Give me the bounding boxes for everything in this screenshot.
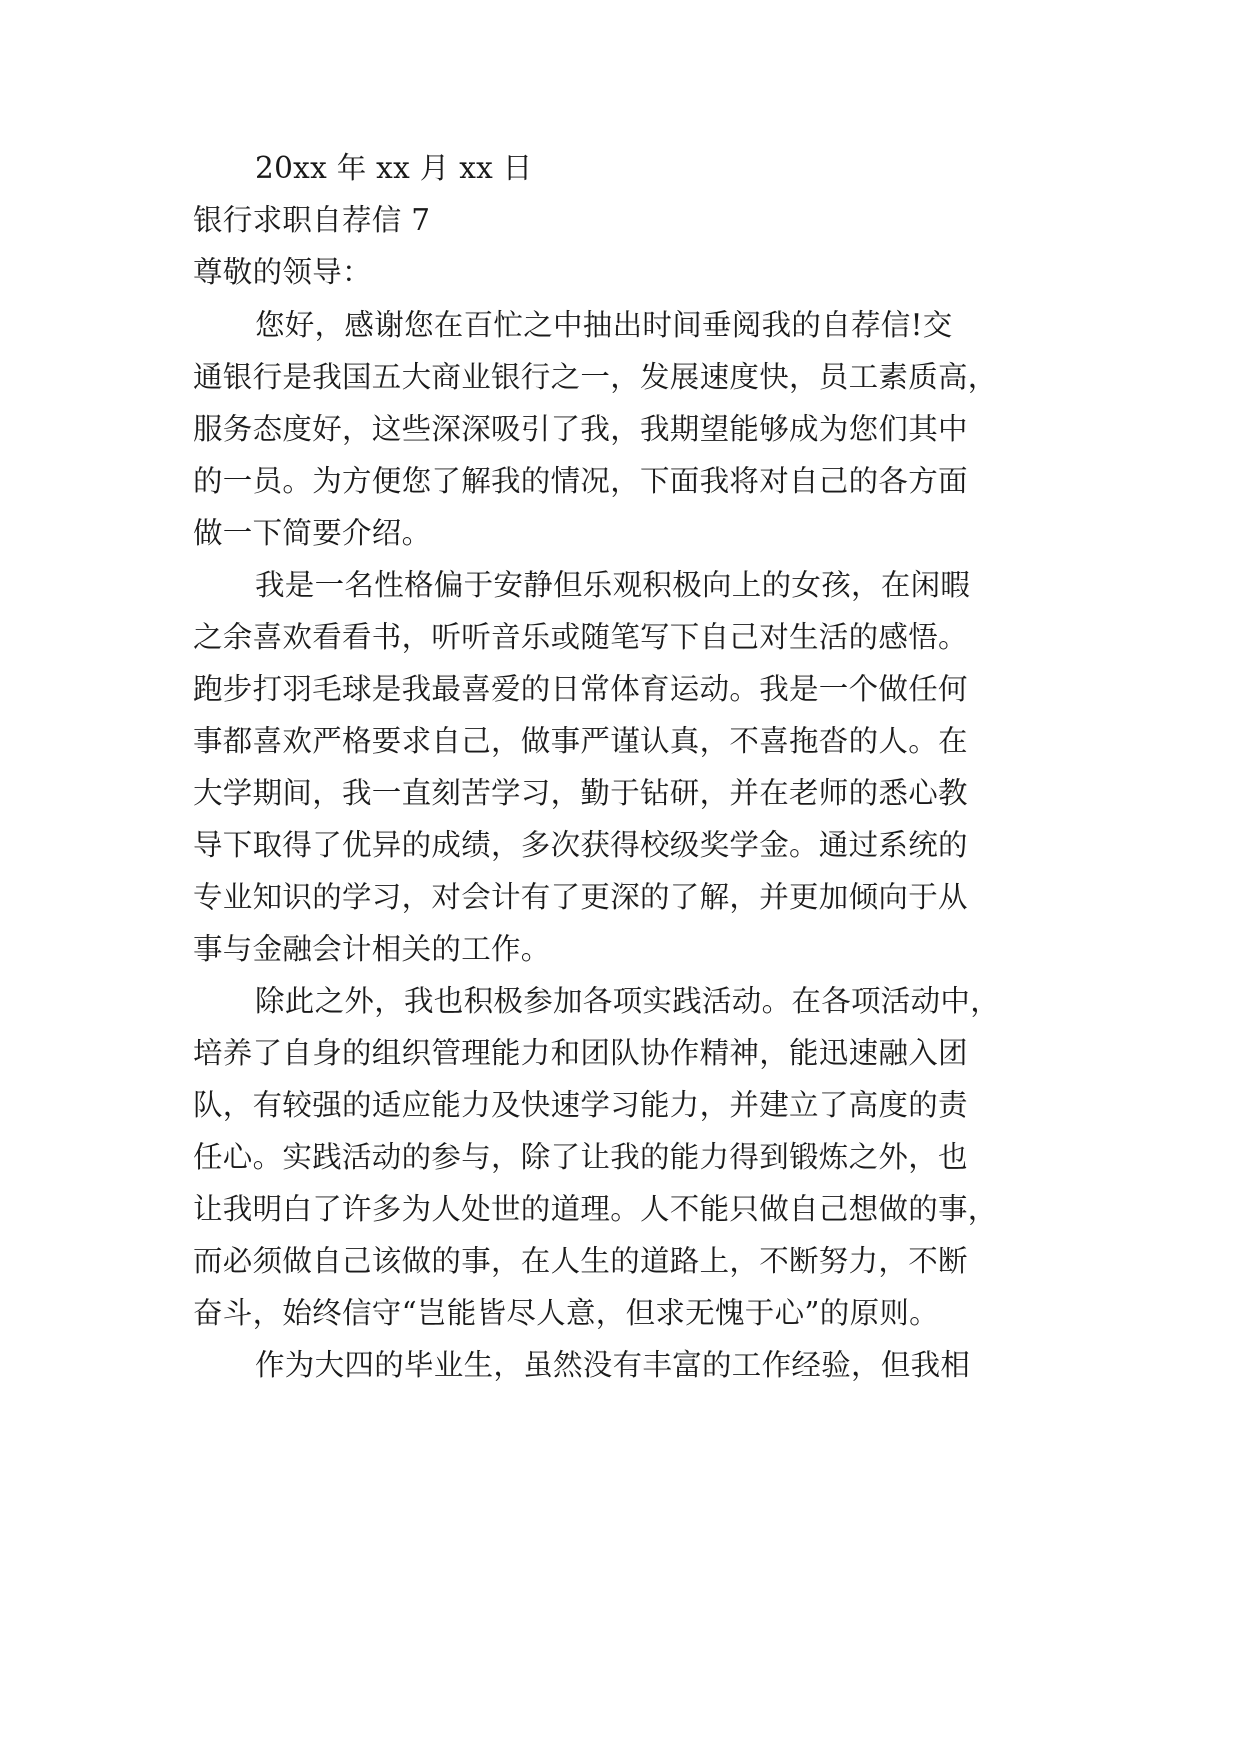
paragraph-2-line-8: 事与金融会计相关的工作。: [193, 932, 551, 966]
letter-title: 银行求职自荐信 7: [193, 203, 431, 237]
paragraph-1-line-1: 您好，感谢您在百忙之中抽出时间垂阅我的自荐信!交: [255, 308, 953, 342]
date-line: 20xx 年 xx 月 xx 日: [255, 151, 533, 185]
paragraph-2-line-3: 跑步打羽毛球是我最喜爱的日常体育运动。我是一个做任何: [193, 672, 968, 706]
paragraph-1-line-2: 通银行是我国五大商业银行之一，发展速度快，员工素质高，: [193, 360, 998, 394]
paragraph-3-line-1: 除此之外，我也积极参加各项实践活动。在各项活动中，: [255, 984, 1001, 1018]
paragraph-3-line-4: 任心。实践活动的参与，除了让我的能力得到锻炼之外，也: [193, 1140, 968, 1174]
paragraph-2-line-6: 导下取得了优异的成绩，多次获得校级奖学金。通过系统的: [193, 828, 968, 862]
paragraph-2-line-7: 专业知识的学习，对会计有了更深的了解，并更加倾向于从: [193, 880, 968, 914]
paragraph-1-line-5: 做一下简要介绍。: [193, 516, 432, 550]
salutation: 尊敬的领导：: [193, 255, 372, 289]
paragraph-3-line-6: 而必须做自己该做的事，在人生的道路上，不断努力，不断: [193, 1244, 968, 1278]
paragraph-2-line-4: 事都喜欢严格要求自己，做事严谨认真，不喜拖沓的人。在: [193, 724, 968, 758]
paragraph-2-line-5: 大学期间，我一直刻苦学习，勤于钻研，并在老师的悉心教: [193, 776, 968, 810]
paragraph-2-line-1: 我是一名性格偏于安静但乐观积极向上的女孩，在闲暇: [255, 568, 971, 602]
paragraph-3-line-7: 奋斗，始终信守“岂能皆尽人意，但求无愧于心”的原则。: [193, 1296, 939, 1330]
paragraph-2-line-2: 之余喜欢看看书，听听音乐或随笔写下自己对生活的感悟。: [193, 620, 968, 654]
paragraph-3-line-5: 让我明白了许多为人处世的道理。人不能只做自己想做的事，: [193, 1192, 998, 1226]
paragraph-4-line-1: 作为大四的毕业生，虽然没有丰富的工作经验，但我相: [255, 1348, 971, 1382]
paragraph-1-line-4: 的一员。为方便您了解我的情况，下面我将对自己的各方面: [193, 464, 968, 498]
paragraph-3-line-2: 培养了自身的组织管理能力和团队协作精神，能迅速融入团: [193, 1036, 968, 1070]
paragraph-3-line-3: 队，有较强的适应能力及快速学习能力，并建立了高度的责: [193, 1088, 968, 1122]
paragraph-1-line-3: 服务态度好，这些深深吸引了我，我期望能够成为您们其中: [193, 412, 968, 446]
